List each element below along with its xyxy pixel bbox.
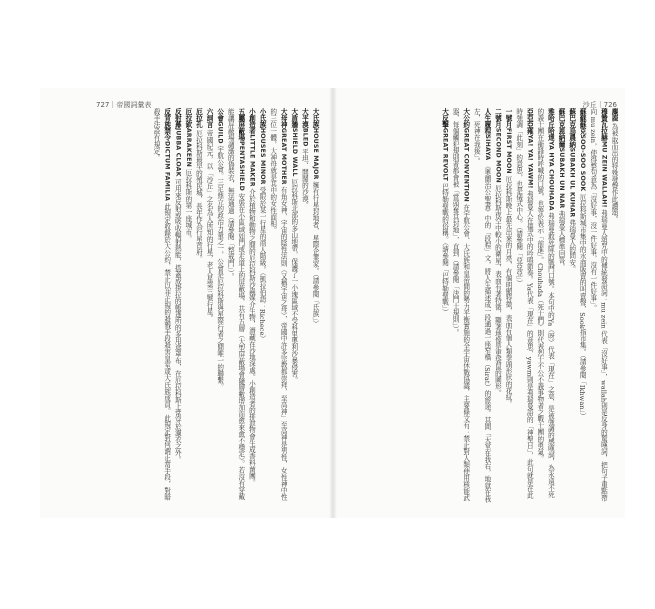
entry-latin-term: DICTUM FAMILIA xyxy=(163,141,171,202)
entry-term: 小創造者 xyxy=(247,108,256,135)
entry-definition: 可用來反射或吸收輻射熱能，搭蓋成掛拉的帳篷所的多用途罩布，在厄拉科斯上常穿於濾衣之外。 xyxy=(173,178,182,463)
entry-definition: 為被取而出的特殊發聲作此讚頌。 xyxy=(610,123,618,223)
left-page xyxy=(40,88,332,518)
entry-term: 一號月 xyxy=(504,108,513,128)
glossary-entry xyxy=(256,108,267,503)
entry-latin-term: HOUSE MAJOR xyxy=(312,127,319,180)
entry-term: 穆贊瓦拉赫 xyxy=(599,108,608,141)
entry-latin-term: BLED xyxy=(301,127,309,147)
entry-term: 人生履程 xyxy=(482,108,491,135)
entry-latin-term: GREAT CONVENTION xyxy=(462,127,470,202)
entry-term: 反射幕 xyxy=(173,108,182,128)
entry-term: 大反擊 xyxy=(440,108,449,128)
glossary-entry xyxy=(439,108,450,503)
entry-definition: 厄拉科斯夜空中較小的衛星，表面有著特徵，顯著地像是更袋鼠的圖形。 xyxy=(493,184,502,397)
glossary-entry xyxy=(193,108,204,503)
glossary-entry xyxy=(267,108,288,503)
entry-term: 小氏族 xyxy=(258,108,267,128)
entry-latin-term: GREAT REVOLT xyxy=(441,127,449,182)
entry-definition: 弗瑞曼人的問安。 xyxy=(567,219,576,273)
entry-term: 亞亞亞雍 xyxy=(525,108,534,135)
entry-latin-term: SUBAKH UN NAR xyxy=(558,147,566,209)
entry-definition: 在宇航公會、大氏族和皇帝間的勢力平衡實施的全宇宙休戰協議，主要條文有：禁止對人類使用核能武器，每個觸犯規則者都會被「當頭奪其封地」，直到（請參閱「決鬥士規則」）。 xyxy=(451,108,470,502)
entry-latin-term: SHIELD WALL xyxy=(290,127,298,177)
glossary-entry xyxy=(450,108,471,503)
glossary-entry xyxy=(288,108,299,503)
entry-term: 大公約 xyxy=(461,108,470,128)
entry-latin-term: GREAT MOTHER xyxy=(280,127,288,185)
glossary-entry xyxy=(225,108,246,503)
entry-term: 厄拉孔 xyxy=(194,108,203,128)
entry-term: 麋鹿 xyxy=(610,108,618,122)
entry-definition: 擁有行星封地者，星際企業家。（請參閱「氏族」） xyxy=(311,181,319,327)
glossary-entry xyxy=(608,108,619,503)
entry-latin-term: YA HYA CHOUHADA xyxy=(547,141,555,211)
glossary-entry xyxy=(309,108,320,503)
left-page-body xyxy=(50,108,320,503)
entry-latin-term: SIHAYA xyxy=(483,134,491,161)
left-page-header: 727｜帝國詞彙表 xyxy=(96,101,152,109)
book-spread xyxy=(40,88,625,518)
entry-latin-term: LITTLE MAKER xyxy=(248,134,256,187)
entry-term: 厄拉欽 xyxy=(183,108,192,128)
entry-latin-term: PENTASHIELD xyxy=(237,141,245,191)
entry-definition: 弗瑞曼人在儀式中的吟唱節奏。Ya代表「現在」的意思，yawm則是弗瑞曼語的「神聖日」，此句就是在此時強調「此刻」的意思，也是儀式中心。（請參閱「亞亞亞」） xyxy=(514,108,534,499)
glossary-entry xyxy=(246,108,257,503)
glossary-entry xyxy=(172,108,183,503)
glossary-entry xyxy=(577,108,588,503)
right-page xyxy=(333,88,625,518)
entry-definition: 弗瑞曼人標準回答。 xyxy=(557,210,566,270)
right-page-body xyxy=(341,108,619,503)
entry-term: 大平漠 xyxy=(300,108,309,128)
entry-definition: 宇航公會。三足鼎立的政治力量之一，公會是厄拉科斯與星際行者之間唯一的聯繫。 xyxy=(215,145,224,390)
entry-definition: 厄拉科斯晚上最先出來的月亮，有個明顯特徵，表面有個人類拳頭形狀的花紋。 xyxy=(504,175,513,407)
entry-latin-term: SECOND MOON xyxy=(494,127,502,183)
glossary-entry xyxy=(534,108,555,503)
entry-definition: 弗瑞曼敢死隊的戰鬥口號。本句中的Ya（呀）代表「現在」之意，是被強調的感嘆詞，為永遠不死的義士團在衝鋒時呼喊的口號，也等於表示「前進」。Chouhada（死士們）則代表烈士不公不義事物者之戰士團的勇氣。 xyxy=(535,108,555,498)
entry-term: 大母神 xyxy=(279,108,288,128)
entry-latin-term: YA! YA! YAWM! xyxy=(526,134,534,189)
entry-latin-term: HOUSES MINOR xyxy=(259,127,267,185)
right-page-header: 沙丘｜726 xyxy=(582,101,617,109)
entry-definition: 弗瑞曼人頌咒中的傳統發語詞：mu zein 代表「沒好事」，wallah則是反身的驚嘆詞，把句子重點帶向 mu zein，使得整句意為「沒好事，沒一件好事，沒有一件好事」。 xyxy=(588,108,608,502)
entry-latin-term: ARRAKEEN xyxy=(184,127,192,167)
glossary-entry xyxy=(513,108,534,503)
glossary-entry xyxy=(471,108,492,503)
entry-definition: 有角女神，宇宙的陰性法則（又稱宇宙之母），帝國中許多宗教都崇拜，至高神」至高神是男性，女性神中性的三位一體，大神母就是其中的女性面相。 xyxy=(268,108,288,501)
glossary-entry xyxy=(299,108,310,503)
glossary-entry xyxy=(182,108,193,503)
entry-definition: 厄拉科斯最早的殖民城，長年作為行星首府。 xyxy=(194,129,203,262)
entry-term: 二號月 xyxy=(493,108,502,128)
glossary-entry xyxy=(555,108,566,503)
entry-definition: 此規定收錄於大公約，禁止以非正規的殺戮手段殺害皇室或大氏族成員。此規定對何謂正當手段，對暗殺手法設有規定。 xyxy=(152,108,171,501)
entry-latin-term: MU ZEIN WALLAH! xyxy=(600,141,608,208)
entry-definition: 巴特勒聖戰的俗稱。（請參閱「巴特勒聖戰」） xyxy=(440,183,449,316)
glossary-entry xyxy=(502,108,513,503)
entry-definition: 厄拉科斯北部的多山地帶，保護了一小塊區域不受科里奧利沙暴侵害。 xyxy=(289,178,298,384)
entry-term: 大氏族 xyxy=(311,108,319,128)
entry-definition: 受限於某一行星的商人階級。（凱拉伯語：Richece） xyxy=(258,186,267,342)
entry-latin-term: SUBAKH UL KUHAR xyxy=(568,147,576,218)
glossary-entry xyxy=(492,108,503,503)
entry-definition: 《奧蘭治公聖書》中的「段程」文，將人生描述成一段通過一座窄橋（Sirat）的旅途。其間「天堂在我右，地獄在我左，死神在我後」。 xyxy=(472,108,491,503)
entry-term: 反背族禁令 xyxy=(162,108,171,141)
entry-latin-term: SOO-SOO SOOK xyxy=(579,134,587,192)
entry-term: 公會 xyxy=(215,108,224,122)
entry-term: 五屬屏蔽場 xyxy=(236,108,245,141)
entry-latin-term: JUBBA CLOAK xyxy=(174,127,182,177)
entry-latin-term: FIRST MOON xyxy=(505,127,513,174)
entry-term: 六詞言 xyxy=(205,108,214,128)
entry-term: 蘇巴克恩納爾 xyxy=(557,108,566,148)
entry-definition: 帝國紀元，以「沙丘」之名為人所知的行星，老人星第三號行星。 xyxy=(205,129,214,322)
entry-definition: 安裝在小區域如門或走道上的屏蔽場，共有五層（大型屏蔽場會隨層數增加而愈來愈不穩定）。若沒有穿戴能讓屏蔽場調諧的偽裝衣，無法通過（請參閱「整戒門」）。 xyxy=(226,108,245,500)
entry-definition: 厄拉科斯城市集中的水商販賣的叫賣聲，Sook指市集。（請參閱「Ikhwan」） xyxy=(578,193,587,420)
glossary-entry xyxy=(566,108,577,503)
entry-definition: 介於植物和動物之間的厄拉科斯沙蟲媒介生物，潛藏在沙地深處。小創造者的排泄物會生成香料菌團。 xyxy=(247,188,256,486)
entry-term: 雅哈丘哈達 xyxy=(546,108,555,141)
glossary-entry xyxy=(203,108,214,503)
entry-term: 蘇蘇蘇克 xyxy=(578,108,587,135)
entry-definition: 厄拉科斯的第一座城市。 xyxy=(183,169,192,242)
entry-definition: 平坦、開闊的沙漠。 xyxy=(300,148,309,209)
glossary-entry xyxy=(587,108,608,503)
entry-term: 大盾牆 xyxy=(289,108,298,128)
glossary-entry xyxy=(151,108,172,503)
entry-term: 蘇巴克烏農納 xyxy=(567,108,576,148)
glossary-entry xyxy=(214,108,225,503)
entry-latin-term: GUILD xyxy=(216,121,224,144)
